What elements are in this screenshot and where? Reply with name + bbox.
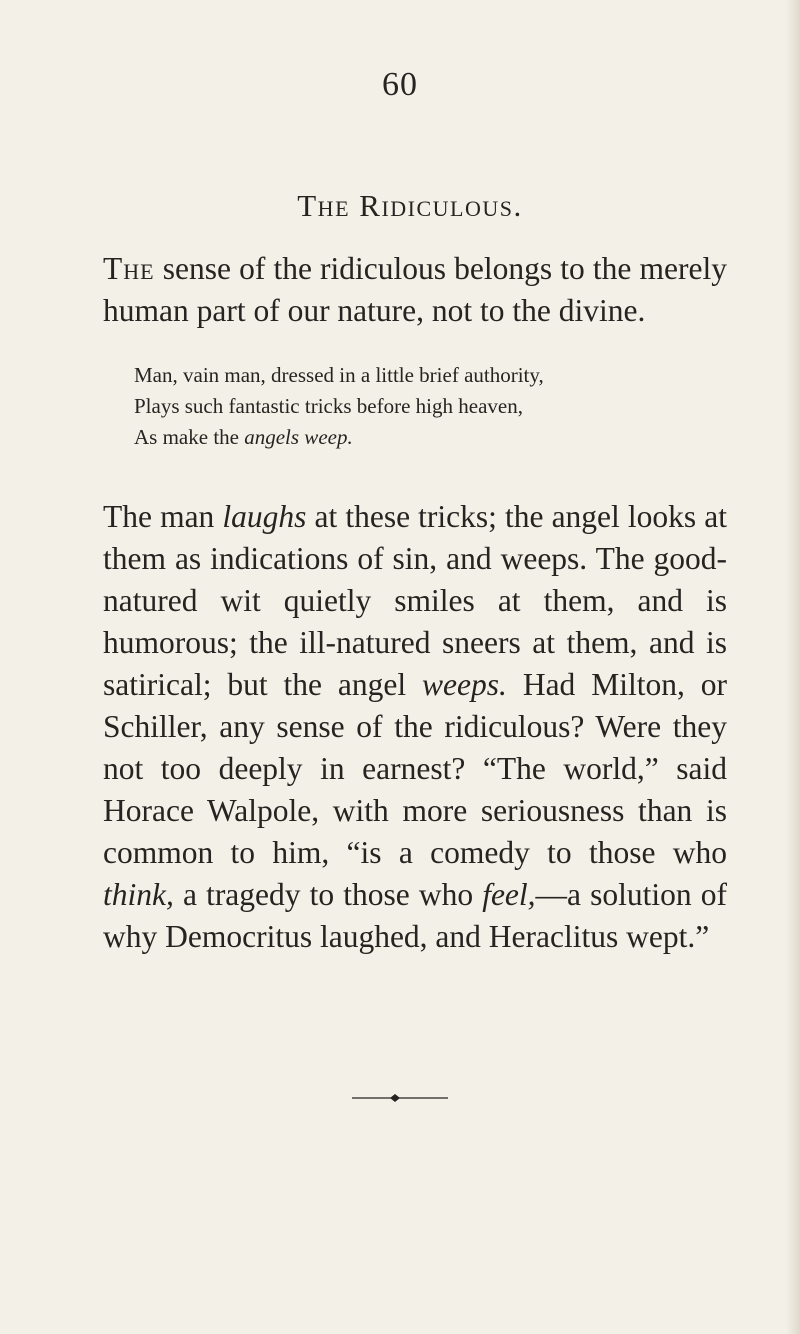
paragraph-1-text: sense of the ridiculous belongs to the merely human part of our nature, not to the divine. [103, 251, 727, 328]
paragraph-2-italic-think: think, [103, 877, 174, 912]
verse-line-1: Man, vain man, dressed in a little brief authority, [134, 363, 544, 387]
paragraph-1 [103, 248, 727, 332]
paragraph-2-seg-1: The man [103, 499, 223, 534]
verse-line-3 [134, 422, 734, 453]
paragraph-2-italic-laughs: laughs [222, 499, 307, 534]
paragraph-2-seg-3: at these tricks; the angel looks at them as indications of sin, and weeps. The good-natured wit quietly smiles at them, and is humorous; the ill-natured sneers at them, and is satirical; but the angel [103, 499, 727, 702]
verse-line-2: Plays such fantastic tricks before high heaven, [134, 394, 523, 418]
paragraph-2-seg-5: Had Milton, or Schiller, any sense of the ridiculous? Were they not too deeply in earnest? “The world,” said Horace Walpole, with more seriousness than is common to him, “is a comedy to those who [103, 667, 727, 870]
paragraph-2-italic-weeps: weeps. [422, 667, 507, 702]
page-number: 60 [382, 66, 418, 103]
paragraph-1-lead-word: The [103, 251, 155, 286]
rule-ornament-icon [352, 1092, 448, 1104]
paragraph-2-italic-feel: feel, [482, 877, 536, 912]
paragraph-2-seg-7: a tragedy to those who [173, 877, 483, 912]
verse-line-3-start: As make the [134, 425, 245, 449]
paragraph-2-seg-9: —a solution of why Democritus laughed, and Heraclitus wept.” [103, 877, 727, 954]
verse-line-3-italic: angels weep. [244, 425, 353, 449]
chapter-title: The Ridiculous. [297, 188, 523, 223]
verse-quotation [134, 360, 734, 453]
paragraph-2 [103, 496, 727, 958]
